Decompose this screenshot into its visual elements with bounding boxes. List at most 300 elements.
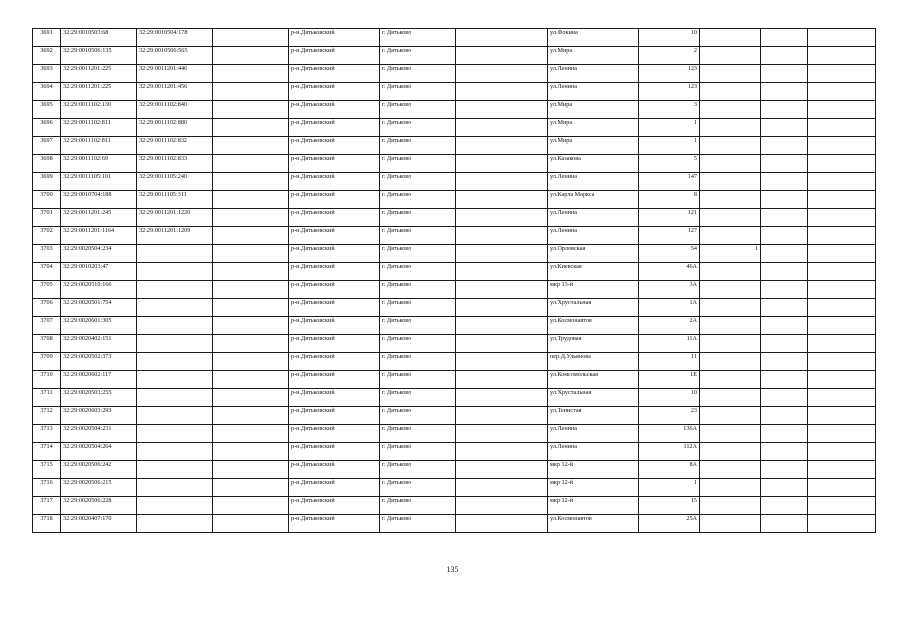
empty-cell xyxy=(808,371,876,389)
cadastral-number-cell: 32:29:0020506:215 xyxy=(61,479,137,497)
building-number-cell xyxy=(700,65,761,83)
empty-cell xyxy=(456,263,548,281)
cadastral-number-cell: 32:29:0020504:231 xyxy=(61,425,137,443)
empty-cell xyxy=(213,101,289,119)
table-row xyxy=(33,155,876,173)
city-cell: г. Дятьково xyxy=(380,29,456,47)
empty-cell xyxy=(456,443,548,461)
building-number-cell: 1 xyxy=(700,245,761,263)
empty-cell xyxy=(213,371,289,389)
empty-cell xyxy=(808,209,876,227)
street-cell: ул.Ленина xyxy=(548,65,639,83)
related-cadastral-number-cell xyxy=(137,245,213,263)
related-cadastral-number-cell: 32:29:0011102:833 xyxy=(137,155,213,173)
cadastral-number-cell: 32:29:0010506:135 xyxy=(61,47,137,65)
related-cadastral-number-cell xyxy=(137,371,213,389)
empty-cell xyxy=(213,461,289,479)
related-cadastral-number-cell: 32:29:0010506:565 xyxy=(137,47,213,65)
empty-cell xyxy=(808,29,876,47)
empty-cell xyxy=(761,245,808,263)
row-number-cell: 3705 xyxy=(33,281,61,299)
empty-cell xyxy=(456,335,548,353)
empty-cell xyxy=(761,299,808,317)
house-number-cell: 23 xyxy=(639,407,700,425)
related-cadastral-number-cell xyxy=(137,515,213,533)
district-cell: р-н.Дятьковский xyxy=(289,209,380,227)
street-cell: ул.Ленина xyxy=(548,227,639,245)
cadastral-number-cell: 32:29:0020601:305 xyxy=(61,317,137,335)
house-number-cell: 10 xyxy=(639,29,700,47)
cadastral-number-cell: 32:29:0011105:101 xyxy=(61,173,137,191)
city-cell: г. Дятьково xyxy=(380,497,456,515)
house-number-cell: 11А xyxy=(639,335,700,353)
building-number-cell xyxy=(700,281,761,299)
cadastral-number-cell: 32:29:0011102:130 xyxy=(61,101,137,119)
empty-cell xyxy=(213,263,289,281)
empty-cell xyxy=(761,209,808,227)
empty-cell xyxy=(456,479,548,497)
cadastral-number-cell: 32:29:0020407:170 xyxy=(61,515,137,533)
related-cadastral-number-cell: 32:29:0011102:832 xyxy=(137,137,213,155)
empty-cell xyxy=(761,83,808,101)
empty-cell xyxy=(761,389,808,407)
empty-cell xyxy=(808,65,876,83)
cadastral-number-cell: 32:29:0020402:151 xyxy=(61,335,137,353)
empty-cell xyxy=(808,479,876,497)
house-number-cell: 8 xyxy=(639,191,700,209)
building-number-cell xyxy=(700,353,761,371)
empty-cell xyxy=(808,83,876,101)
row-number-cell: 3692 xyxy=(33,47,61,65)
city-cell: г. Дятьково xyxy=(380,65,456,83)
building-number-cell xyxy=(700,407,761,425)
empty-cell xyxy=(213,317,289,335)
cadastral-number-cell: 32:29:0020501:754 xyxy=(61,299,137,317)
empty-cell xyxy=(761,101,808,119)
empty-cell xyxy=(213,245,289,263)
empty-cell xyxy=(456,173,548,191)
related-cadastral-number-cell: 32:29:0010504:178 xyxy=(137,29,213,47)
city-cell: г. Дятьково xyxy=(380,479,456,497)
building-number-cell xyxy=(700,47,761,65)
house-number-cell: 121 xyxy=(639,209,700,227)
empty-cell xyxy=(213,497,289,515)
table-row xyxy=(33,173,876,191)
row-number-cell: 3715 xyxy=(33,461,61,479)
empty-cell xyxy=(808,497,876,515)
building-number-cell xyxy=(700,191,761,209)
cadastral-number-cell: 32:29:0011201:1164 xyxy=(61,227,137,245)
street-cell: ул.Казакова xyxy=(548,155,639,173)
related-cadastral-number-cell xyxy=(137,497,213,515)
house-number-cell: 1 xyxy=(639,137,700,155)
related-cadastral-number-cell: 32:29:0011105:311 xyxy=(137,191,213,209)
cadastral-number-cell: 32:29:0011201:225 xyxy=(61,83,137,101)
street-cell: мкр 13-й xyxy=(548,281,639,299)
city-cell: г. Дятьково xyxy=(380,443,456,461)
cadastral-number-cell: 32:29:0020504:234 xyxy=(61,245,137,263)
related-cadastral-number-cell xyxy=(137,389,213,407)
city-cell: г. Дятьково xyxy=(380,191,456,209)
house-number-cell: 1Е xyxy=(639,371,700,389)
row-number-cell: 3712 xyxy=(33,407,61,425)
empty-cell xyxy=(761,335,808,353)
row-number-cell: 3709 xyxy=(33,353,61,371)
empty-cell xyxy=(213,443,289,461)
building-number-cell xyxy=(700,119,761,137)
related-cadastral-number-cell xyxy=(137,299,213,317)
district-cell: р-н.Дятьковский xyxy=(289,443,380,461)
table-row xyxy=(33,515,876,533)
table-row xyxy=(33,425,876,443)
row-number-cell: 3699 xyxy=(33,173,61,191)
row-number-cell: 3700 xyxy=(33,191,61,209)
district-cell: р-н.Дятьковский xyxy=(289,317,380,335)
empty-cell xyxy=(213,65,289,83)
building-number-cell xyxy=(700,389,761,407)
empty-cell xyxy=(456,353,548,371)
row-number-cell: 3703 xyxy=(33,245,61,263)
street-cell: ул.Комсомольская xyxy=(548,371,639,389)
empty-cell xyxy=(761,227,808,245)
empty-cell xyxy=(213,425,289,443)
empty-cell xyxy=(213,407,289,425)
empty-cell xyxy=(761,371,808,389)
district-cell: р-н.Дятьковский xyxy=(289,29,380,47)
street-cell: ул.Хрустальная xyxy=(548,299,639,317)
row-number-cell: 3711 xyxy=(33,389,61,407)
empty-cell xyxy=(761,65,808,83)
empty-cell xyxy=(456,317,548,335)
table-row xyxy=(33,335,876,353)
street-cell: ул.Карла Маркса xyxy=(548,191,639,209)
district-cell: р-н.Дятьковский xyxy=(289,227,380,245)
cadastral-number-cell: 32:29:0011201:245 xyxy=(61,209,137,227)
district-cell: р-н.Дятьковский xyxy=(289,47,380,65)
street-cell: ул.Ленина xyxy=(548,443,639,461)
empty-cell xyxy=(808,263,876,281)
empty-cell xyxy=(456,47,548,65)
building-number-cell xyxy=(700,317,761,335)
table-row xyxy=(33,83,876,101)
empty-cell xyxy=(808,389,876,407)
related-cadastral-number-cell: 32:29:0011102:840 xyxy=(137,101,213,119)
empty-cell xyxy=(808,47,876,65)
street-cell: ул.Трудовая xyxy=(548,335,639,353)
table-row xyxy=(33,497,876,515)
empty-cell xyxy=(456,155,548,173)
row-number-cell: 3710 xyxy=(33,371,61,389)
district-cell: р-н.Дятьковский xyxy=(289,407,380,425)
building-number-cell xyxy=(700,83,761,101)
row-number-cell: 3706 xyxy=(33,299,61,317)
city-cell: г. Дятьково xyxy=(380,425,456,443)
empty-cell xyxy=(761,479,808,497)
city-cell: г. Дятьково xyxy=(380,245,456,263)
cadastral-number-cell: 32:29:0020510:166 xyxy=(61,281,137,299)
related-cadastral-number-cell xyxy=(137,353,213,371)
city-cell: г. Дятьково xyxy=(380,299,456,317)
row-number-cell: 3713 xyxy=(33,425,61,443)
district-cell: р-н.Дятьковский xyxy=(289,65,380,83)
related-cadastral-number-cell xyxy=(137,335,213,353)
empty-cell xyxy=(456,101,548,119)
cadastral-number-cell: 32:29:0020503:255 xyxy=(61,389,137,407)
street-cell: ул.Тенистая xyxy=(548,407,639,425)
street-cell: ул.Мира xyxy=(548,119,639,137)
building-number-cell xyxy=(700,173,761,191)
city-cell: г. Дятьково xyxy=(380,47,456,65)
street-cell: ул.Мира xyxy=(548,137,639,155)
empty-cell xyxy=(213,353,289,371)
row-number-cell: 3697 xyxy=(33,137,61,155)
district-cell: р-н.Дятьковский xyxy=(289,101,380,119)
row-number-cell: 3701 xyxy=(33,209,61,227)
street-cell: ул.Фокина xyxy=(548,29,639,47)
district-cell: р-н.Дятьковский xyxy=(289,299,380,317)
table-row xyxy=(33,389,876,407)
street-cell: мкр 12-й xyxy=(548,479,639,497)
empty-cell xyxy=(808,173,876,191)
district-cell: р-н.Дятьковский xyxy=(289,371,380,389)
building-number-cell xyxy=(700,209,761,227)
empty-cell xyxy=(808,281,876,299)
district-cell: р-н.Дятьковский xyxy=(289,335,380,353)
house-number-cell: 1 xyxy=(639,479,700,497)
house-number-cell: 10 xyxy=(639,389,700,407)
empty-cell xyxy=(456,65,548,83)
building-number-cell xyxy=(700,29,761,47)
house-number-cell: 136А xyxy=(639,425,700,443)
district-cell: р-н.Дятьковский xyxy=(289,389,380,407)
row-number-cell: 3696 xyxy=(33,119,61,137)
empty-cell xyxy=(456,425,548,443)
empty-cell xyxy=(456,515,548,533)
empty-cell xyxy=(808,353,876,371)
house-number-cell: 15 xyxy=(639,497,700,515)
street-cell: ул.Мира xyxy=(548,47,639,65)
table-row xyxy=(33,299,876,317)
table-row xyxy=(33,47,876,65)
table-row xyxy=(33,209,876,227)
empty-cell xyxy=(808,155,876,173)
house-number-cell: 25А xyxy=(639,515,700,533)
house-number-cell: 2 xyxy=(639,47,700,65)
cadastral-number-cell: 32:29:0020506:228 xyxy=(61,497,137,515)
empty-cell xyxy=(213,209,289,227)
cadastral-number-cell: 32:29:0011201:225 xyxy=(61,65,137,83)
row-number-cell: 3691 xyxy=(33,29,61,47)
registry-table xyxy=(32,28,876,533)
district-cell: р-н.Дятьковский xyxy=(289,479,380,497)
empty-cell xyxy=(761,191,808,209)
empty-cell xyxy=(808,245,876,263)
empty-cell xyxy=(808,515,876,533)
district-cell: р-н.Дятьковский xyxy=(289,155,380,173)
street-cell: ул.Ленина xyxy=(548,209,639,227)
table-row xyxy=(33,191,876,209)
city-cell: г. Дятьково xyxy=(380,209,456,227)
building-number-cell xyxy=(700,425,761,443)
building-number-cell xyxy=(700,479,761,497)
house-number-cell: 123 xyxy=(639,83,700,101)
house-number-cell: 1 xyxy=(639,119,700,137)
row-number-cell: 3716 xyxy=(33,479,61,497)
related-cadastral-number-cell: 32:29:0011105:240 xyxy=(137,173,213,191)
empty-cell xyxy=(808,335,876,353)
building-number-cell xyxy=(700,299,761,317)
table-row xyxy=(33,371,876,389)
street-cell: пер.Д.Ульянова xyxy=(548,353,639,371)
empty-cell xyxy=(808,191,876,209)
cadastral-number-cell: 32:29:0010503:68 xyxy=(61,29,137,47)
district-cell: р-н.Дятьковский xyxy=(289,137,380,155)
house-number-cell: 3 xyxy=(639,101,700,119)
related-cadastral-number-cell: 32:29:0011201:446 xyxy=(137,65,213,83)
registry-table-container xyxy=(32,28,875,543)
empty-cell xyxy=(213,155,289,173)
related-cadastral-number-cell xyxy=(137,461,213,479)
street-cell: ул.Киевская xyxy=(548,263,639,281)
district-cell: р-н.Дятьковский xyxy=(289,281,380,299)
table-row xyxy=(33,407,876,425)
related-cadastral-number-cell xyxy=(137,263,213,281)
related-cadastral-number-cell xyxy=(137,407,213,425)
empty-cell xyxy=(456,83,548,101)
row-number-cell: 3717 xyxy=(33,497,61,515)
street-cell: ул.Орловская xyxy=(548,245,639,263)
empty-cell xyxy=(808,407,876,425)
district-cell: р-н.Дятьковский xyxy=(289,515,380,533)
empty-cell xyxy=(761,119,808,137)
empty-cell xyxy=(761,317,808,335)
empty-cell xyxy=(761,137,808,155)
city-cell: г. Дятьково xyxy=(380,173,456,191)
street-cell: ул.Ленина xyxy=(548,173,639,191)
empty-cell xyxy=(761,515,808,533)
building-number-cell xyxy=(700,155,761,173)
row-number-cell: 3708 xyxy=(33,335,61,353)
related-cadastral-number-cell xyxy=(137,479,213,497)
empty-cell xyxy=(213,479,289,497)
district-cell: р-н.Дятьковский xyxy=(289,425,380,443)
empty-cell xyxy=(761,173,808,191)
city-cell: г. Дятьково xyxy=(380,137,456,155)
related-cadastral-number-cell xyxy=(137,317,213,335)
district-cell: р-н.Дятьковский xyxy=(289,119,380,137)
empty-cell xyxy=(808,137,876,155)
house-number-cell: 5 xyxy=(639,155,700,173)
city-cell: г. Дятьково xyxy=(380,155,456,173)
empty-cell xyxy=(456,29,548,47)
building-number-cell xyxy=(700,443,761,461)
table-row xyxy=(33,353,876,371)
empty-cell xyxy=(456,461,548,479)
empty-cell xyxy=(808,119,876,137)
related-cadastral-number-cell xyxy=(137,281,213,299)
empty-cell xyxy=(761,47,808,65)
empty-cell xyxy=(213,227,289,245)
table-row xyxy=(33,317,876,335)
empty-cell xyxy=(808,317,876,335)
city-cell: г. Дятьково xyxy=(380,353,456,371)
empty-cell xyxy=(213,299,289,317)
empty-cell xyxy=(761,425,808,443)
city-cell: г. Дятьково xyxy=(380,335,456,353)
empty-cell xyxy=(213,83,289,101)
empty-cell xyxy=(808,443,876,461)
cadastral-number-cell: 32:29:0010704:188 xyxy=(61,191,137,209)
related-cadastral-number-cell: 32:29:0011201:456 xyxy=(137,83,213,101)
city-cell: г. Дятьково xyxy=(380,119,456,137)
house-number-cell: 127 xyxy=(639,227,700,245)
city-cell: г. Дятьково xyxy=(380,317,456,335)
building-number-cell xyxy=(700,137,761,155)
empty-cell xyxy=(761,353,808,371)
district-cell: р-н.Дятьковский xyxy=(289,353,380,371)
house-number-cell: 123 xyxy=(639,65,700,83)
city-cell: г. Дятьково xyxy=(380,461,456,479)
registry-table-body xyxy=(33,29,876,533)
table-row xyxy=(33,479,876,497)
related-cadastral-number-cell: 32:29:0011201:1220 xyxy=(137,209,213,227)
empty-cell xyxy=(761,443,808,461)
city-cell: г. Дятьково xyxy=(380,389,456,407)
empty-cell xyxy=(761,155,808,173)
row-number-cell: 3695 xyxy=(33,101,61,119)
table-row xyxy=(33,263,876,281)
district-cell: р-н.Дятьковский xyxy=(289,245,380,263)
cadastral-number-cell: 32:29:0011102:811 xyxy=(61,119,137,137)
city-cell: г. Дятьково xyxy=(380,101,456,119)
cadastral-number-cell: 32:29:0020504:264 xyxy=(61,443,137,461)
empty-cell xyxy=(808,101,876,119)
empty-cell xyxy=(456,227,548,245)
house-number-cell: 46А xyxy=(639,263,700,281)
empty-cell xyxy=(213,389,289,407)
cadastral-number-cell: 32:29:0020502:373 xyxy=(61,353,137,371)
house-number-cell: 3А xyxy=(639,281,700,299)
related-cadastral-number-cell xyxy=(137,443,213,461)
related-cadastral-number-cell: 32:29:0011102:880 xyxy=(137,119,213,137)
street-cell: ул.Ленина xyxy=(548,83,639,101)
related-cadastral-number-cell: 32:29:0011201:1209 xyxy=(137,227,213,245)
row-number-cell: 3714 xyxy=(33,443,61,461)
house-number-cell: 1А xyxy=(639,299,700,317)
street-cell: мкр 12-й xyxy=(548,461,639,479)
page-number: 135 xyxy=(446,565,459,574)
empty-cell xyxy=(761,281,808,299)
street-cell: ул.Хрустальная xyxy=(548,389,639,407)
street-cell: ул.Космонавтов xyxy=(548,317,639,335)
table-row xyxy=(33,65,876,83)
empty-cell xyxy=(761,263,808,281)
city-cell: г. Дятьково xyxy=(380,227,456,245)
empty-cell xyxy=(456,371,548,389)
street-cell: мкр 12-й xyxy=(548,497,639,515)
district-cell: р-н.Дятьковский xyxy=(289,461,380,479)
table-row xyxy=(33,443,876,461)
cadastral-number-cell: 32:29:0011102:811 xyxy=(61,137,137,155)
empty-cell xyxy=(761,461,808,479)
empty-cell xyxy=(761,407,808,425)
empty-cell xyxy=(456,137,548,155)
empty-cell xyxy=(456,119,548,137)
empty-cell xyxy=(213,173,289,191)
empty-cell xyxy=(213,191,289,209)
building-number-cell xyxy=(700,497,761,515)
cadastral-number-cell: 32:29:0020602:117 xyxy=(61,371,137,389)
